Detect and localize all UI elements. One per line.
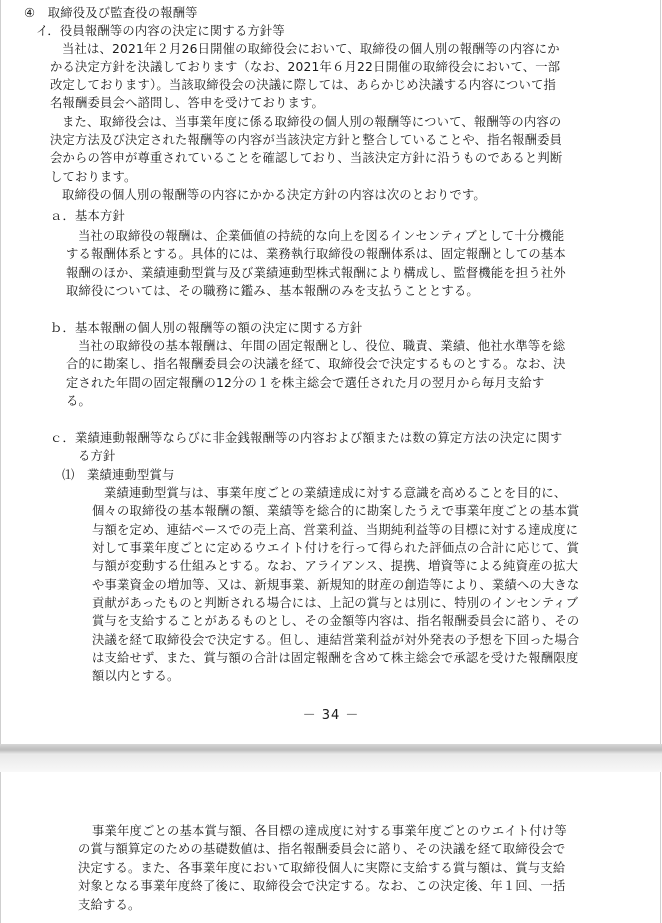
paragraph-line: 取締役については、その職務に鑑み、基本報酬のみを支払うこととする。 bbox=[66, 284, 479, 298]
section-heading: ④ 取締役及び監査役の報酬等 bbox=[24, 6, 198, 20]
item-heading-c: ｃ．業績連動報酬等ならびに非金銭報酬等の内容および額または数の算定方法の決定に関す bbox=[50, 431, 563, 445]
page-separator bbox=[0, 744, 662, 772]
paragraph-line: 貢献があったものと判断される場合には、上記の賞与とは別に、特別のインセンティブ bbox=[92, 596, 579, 610]
paragraph-line: 報酬のほか、業績連動型賞与及び業績連動型株式報酬により構成し、監督機能を担う社外 bbox=[66, 266, 566, 280]
paragraph-line: 決議を経て取締役会で決定する。但し、連結営業利益が対外発表の予想を下回った場合 bbox=[92, 633, 580, 647]
paragraph-line: 決定する。また、各事業年度において取締役個人に実際に支給する賞与額は、賞与支給 bbox=[78, 861, 566, 875]
item-heading-a: ａ．基本方針 bbox=[50, 209, 125, 223]
subitem-heading-1: ⑴ 業績連動型賞与 bbox=[62, 468, 175, 482]
paragraph-line: 名報酬委員会へ諮問し、答申を受けております。 bbox=[50, 96, 324, 110]
paragraph-line: 額以内とする。 bbox=[92, 669, 180, 683]
paragraph-line: 当社の取締役の報酬は、企業価値の持続的な向上を図るインセンティブとして十分機能 bbox=[78, 229, 565, 243]
paragraph-line: は支給せず、また、賞与額の合計は固定報酬を含めて株主総会で承認を受けた報酬限度 bbox=[92, 651, 579, 665]
paragraph-line: 当社は、2021年２月26日開催の取締役会において、取締役の個人別の報酬等の内容にか bbox=[62, 42, 560, 56]
document-page-lower bbox=[0, 772, 662, 923]
item-heading-b: ｂ．基本報酬の個人別の報酬等の額の決定に関する方針 bbox=[50, 321, 363, 335]
paragraph-line: 個々の取締役の基本報酬の額、業績等を総合的に勘案したうえで事業年度ごとの基本賞 bbox=[92, 504, 580, 518]
paragraph-line: 合的に勘案し、指名報酬委員会の決議を経て、取締役会で決定するものとする。なお、決 bbox=[66, 357, 566, 371]
page-border-right bbox=[660, 0, 661, 748]
page-border-right bbox=[660, 772, 661, 923]
paragraph-line: 対して事業年度ごとに定めるウエイト付けを行って得られた評価点の合計に応じて、賞 bbox=[92, 541, 580, 555]
paragraph-line: 当社の取締役の基本報酬は、年間の固定報酬とし、役位、職責、業績、他社水準等を総 bbox=[78, 339, 566, 353]
paragraph-line: 取締役の個人別の報酬等の内容にかかる決定方針の内容は次のとおりです。 bbox=[62, 188, 486, 202]
subsection-heading: イ．役員報酬等の内容の決定に関する方針等 bbox=[36, 24, 285, 38]
paragraph-line: の賞与額算定のための基礎数値は、指名報酬委員会に諮り、その決議を経て取締役会で bbox=[78, 842, 566, 856]
page-border-left bbox=[0, 772, 1, 923]
paragraph-line: かる決定方針を決議しております（なお、2021年６月22日開催の取締役会において、一部 bbox=[50, 60, 561, 74]
paragraph-line: 与額が変動する仕組みとする。なお、アライアンス、提携、増資等による純資産の拡大 bbox=[92, 559, 579, 573]
paragraph-line: や事業資金の増加等、又は、新規事業、新規知的財産の創造等により、業績への大きな bbox=[92, 578, 580, 592]
page-border-left bbox=[0, 0, 1, 748]
paragraph-line: 支給する。 bbox=[78, 898, 141, 912]
paragraph-line: 定された年間の固定報酬の12分の１を株主総会で選任された月の翌月から毎月支給す bbox=[66, 376, 545, 390]
paragraph-line: 対象となる事業年度終了後に、取締役会で決定する。なお、この決定後、年１回、一括 bbox=[78, 879, 566, 893]
paragraph-line: 賞与を支給することがあるものとし、その金額等内容は、指名報酬委員会に諮り、その bbox=[92, 614, 580, 628]
paragraph-line: 与額を定め、連結ベースでの売上高、営業利益、当期純利益等の目標に対する達成度に bbox=[92, 523, 579, 537]
paragraph-line: しております。 bbox=[50, 170, 137, 184]
paragraph-line: 業績連動型賞与は、事業年度ごとの業績達成に対する意識を高めることを目的に、 bbox=[104, 486, 567, 500]
paragraph-line: る。 bbox=[66, 394, 91, 408]
paragraph-line: する報酬体系とする。具体的には、業務執行取締役の報酬体系は、固定報酬としての基本 bbox=[66, 247, 566, 261]
paragraph-line: また、取締役会は、当事業年度に係る取締役の個人別の報酬等について、報酬等の内容の bbox=[62, 115, 562, 129]
paragraph-line: 事業年度ごとの基本賞与額、各目標の達成度に対する事業年度ごとのウエイト付け等 bbox=[92, 824, 567, 838]
item-heading-c-cont: る方針 bbox=[78, 449, 116, 463]
paragraph-line: 改定しております）。当該取締役会の決議に際しては、あらかじめ決議する内容について指 bbox=[50, 78, 556, 92]
paragraph-line: 決定方法及び決定された報酬等の内容が当該決定方針と整合していることや、指名報酬委員 bbox=[50, 133, 563, 147]
page-number: － 34 － bbox=[302, 708, 360, 723]
paragraph-line: 会からの答申が尊重されていることを確認しており、当該決定方針に沿うものであると判断 bbox=[50, 151, 563, 165]
